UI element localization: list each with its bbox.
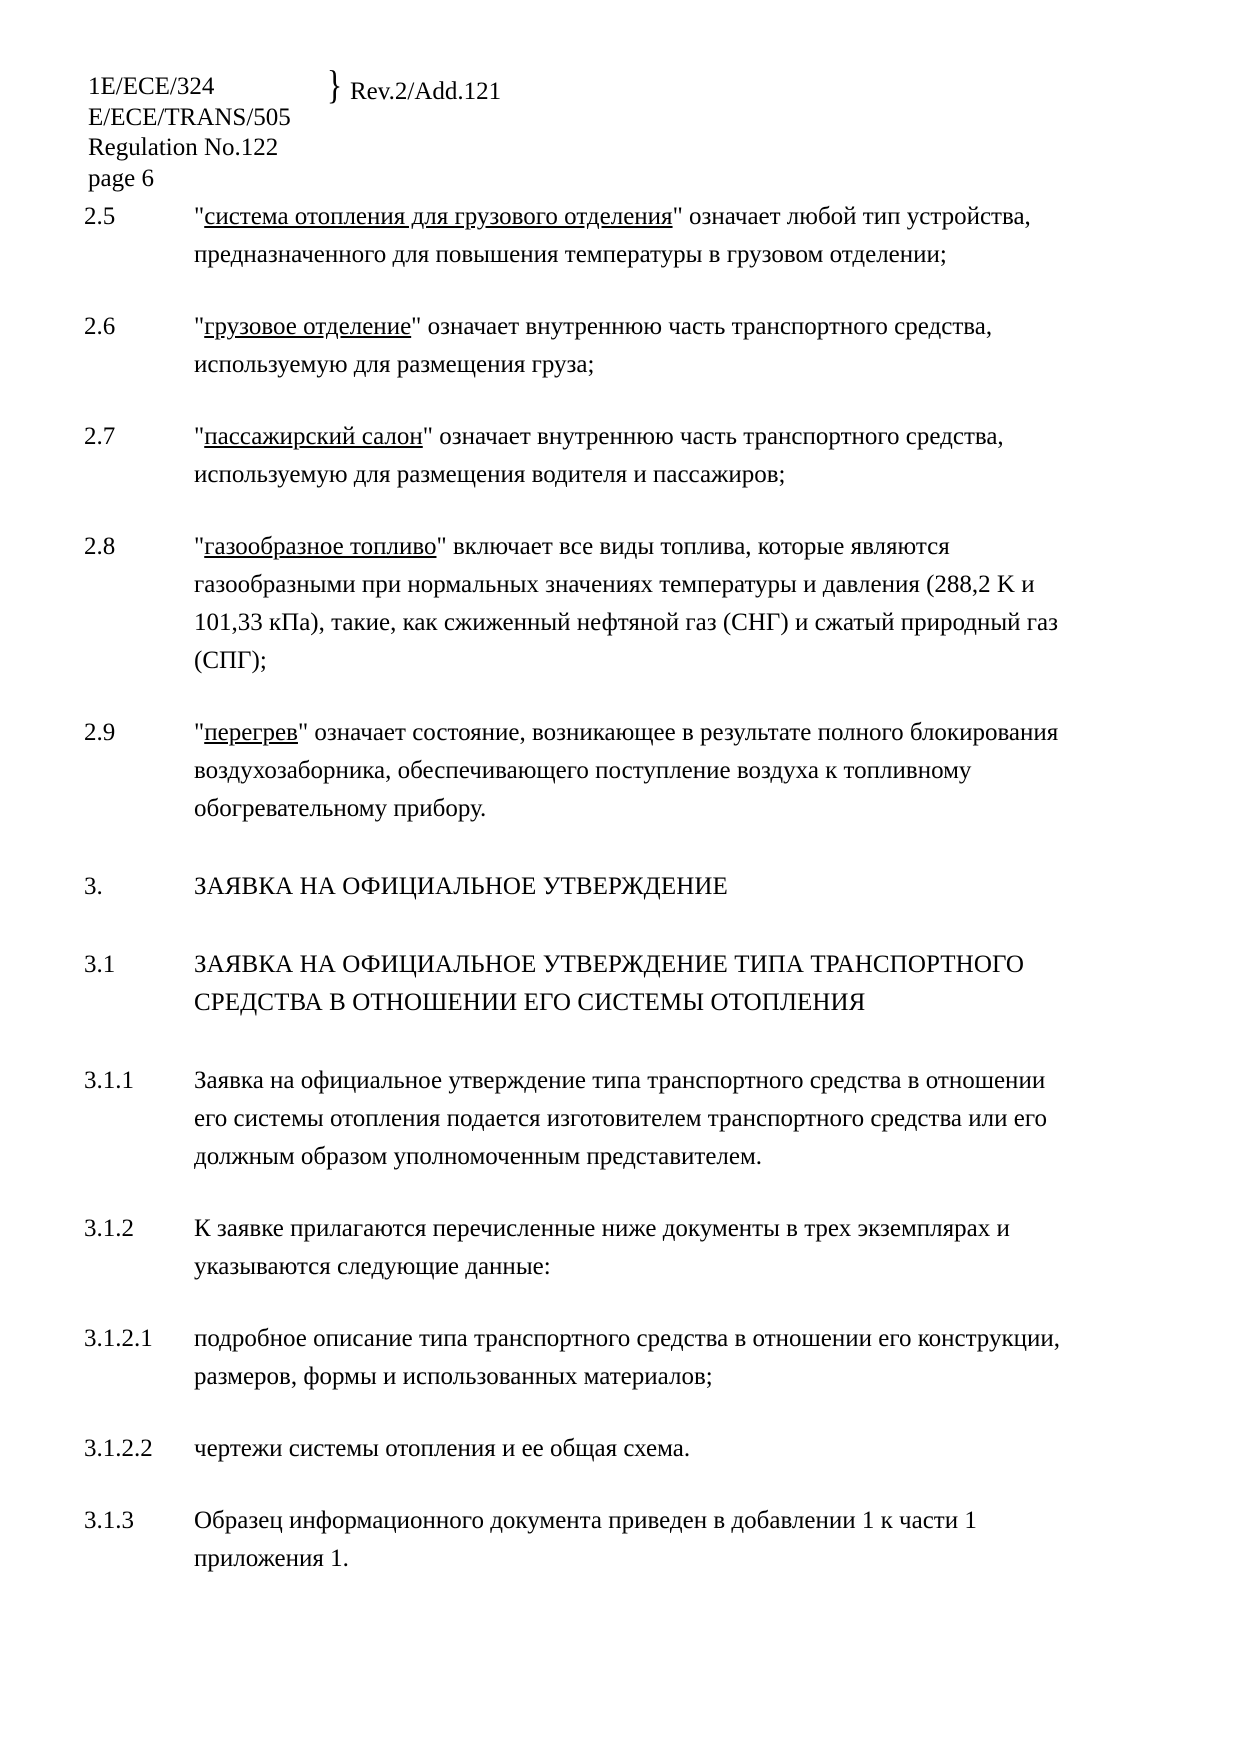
clause-text: Заявка на официальное утверждение типа транспортного средства в отношении его системы отопления подается изготовителем транспортного средства или его должным образом уполномоченным представителем. [194, 1067, 1047, 1170]
clause-number: 3.1.3 [84, 1507, 134, 1534]
clause-2-9 [84, 714, 1164, 828]
clause-text: чертежи системы отопления и ее общая схема. [194, 1435, 691, 1462]
clause-text [194, 198, 1074, 274]
clause-2-7 [84, 418, 1164, 494]
quote-open: " [194, 313, 205, 340]
clause-2-5 [84, 198, 1164, 274]
clause-number: 3.1.2.2 [84, 1435, 153, 1462]
defined-term: перегрев [204, 719, 298, 746]
clause-2-6 [84, 308, 1164, 384]
header-symbol-line-2: E/ECE/TRANS/505 [88, 103, 291, 131]
defined-term: пассажирский салон [204, 423, 423, 450]
quote-open: " [194, 423, 205, 450]
clause-text [194, 528, 1074, 680]
header-symbol-line-1: 1E/ECE/324 [88, 73, 215, 100]
clause-text: Образец информационного документа приведен в добавлении 1 к части 1 приложения 1. [194, 1507, 977, 1572]
clause-2-8 [84, 528, 1164, 680]
quote-open: " [194, 203, 205, 230]
clause-3-1-2 [84, 1210, 1164, 1286]
clause-3-1-2-1 [84, 1320, 1164, 1396]
clause-number: 3.1.2.1 [84, 1325, 153, 1352]
defined-term: система отопления для грузового отделения [204, 203, 673, 230]
defined-term: газообразное топливо [204, 533, 437, 560]
clause-3-heading [84, 868, 1164, 906]
quote-open: " [194, 719, 205, 746]
clause-3-1-3 [84, 1502, 1164, 1578]
clause-remainder: " означает внутреннюю часть транспортного средства, используемую для размещения водителя и пассажиров; [194, 423, 1004, 488]
clause-remainder: " означает состояние, возникающее в результате полного блокирования воздухозаборника, обеспечивающего поступление воздуха к топливному обогревательному прибору. [194, 719, 1059, 822]
header-page-number: page 6 [88, 164, 154, 192]
clause-text: подробное описание типа транспортного средства в отношении его конструкции, размеров, формы и использованных материалов; [194, 1325, 1061, 1390]
header-brace-group [325, 62, 502, 109]
quote-open: " [194, 533, 205, 560]
clause-3-1-heading [84, 946, 1164, 1022]
clause-text: К заявке прилагаются перечисленные ниже документы в трех экземплярах и указываются следующие данные: [194, 1215, 1010, 1280]
clause-remainder: " означает внутреннюю часть транспортного средства, используемую для размещения груза; [194, 313, 993, 378]
clause-remainder: " означает любой тип устройства, предназначенного для повышения температуры в грузовом отделении; [194, 203, 1031, 268]
clause-number: 3. [84, 873, 103, 900]
clause-number: 2.7 [84, 423, 116, 450]
clause-3-1-1 [84, 1062, 1164, 1176]
clause-number: 3.1.2 [84, 1215, 134, 1242]
clause-text: ЗАЯВКА НА ОФИЦИАЛЬНОЕ УТВЕРЖДЕНИЕ [194, 873, 728, 900]
clause-text [194, 308, 1074, 384]
clause-number: 2.6 [84, 313, 116, 340]
brace-icon: } [326, 62, 343, 107]
clause-number: 3.1 [84, 951, 116, 978]
clause-3-1-2-2 [84, 1430, 1164, 1468]
document-header [88, 62, 988, 194]
header-revision: Rev.2/Add.121 [350, 78, 502, 105]
clause-number: 2.8 [84, 533, 116, 560]
defined-term: грузовое отделение [204, 313, 412, 340]
header-symbol-codes [88, 72, 291, 133]
clause-number: 2.9 [84, 719, 116, 746]
clause-text [194, 418, 1074, 494]
clause-text: ЗАЯВКА НА ОФИЦИАЛЬНОЕ УТВЕРЖДЕНИЕ ТИПА ТРАНСПОРТНОГО СРЕДСТВА В ОТНОШЕНИИ ЕГО СИСТЕМЫ ОТОПЛЕНИЯ [194, 951, 1025, 1016]
document-body [84, 198, 1164, 1604]
clause-remainder: " включает все виды топлива, которые являются газообразными при нормальных значениях температуры и давления (288,2 K и 101,33 кПа), такие, как сжиженный нефтяной газ (СНГ) и сжатый природный газ (СПГ); [194, 533, 1059, 674]
clause-number: 3.1.1 [84, 1067, 134, 1094]
header-regulation: Regulation No.122 [88, 134, 279, 161]
clause-number: 2.5 [84, 203, 116, 230]
header-symbol-row [88, 62, 988, 133]
clause-text [194, 714, 1074, 828]
